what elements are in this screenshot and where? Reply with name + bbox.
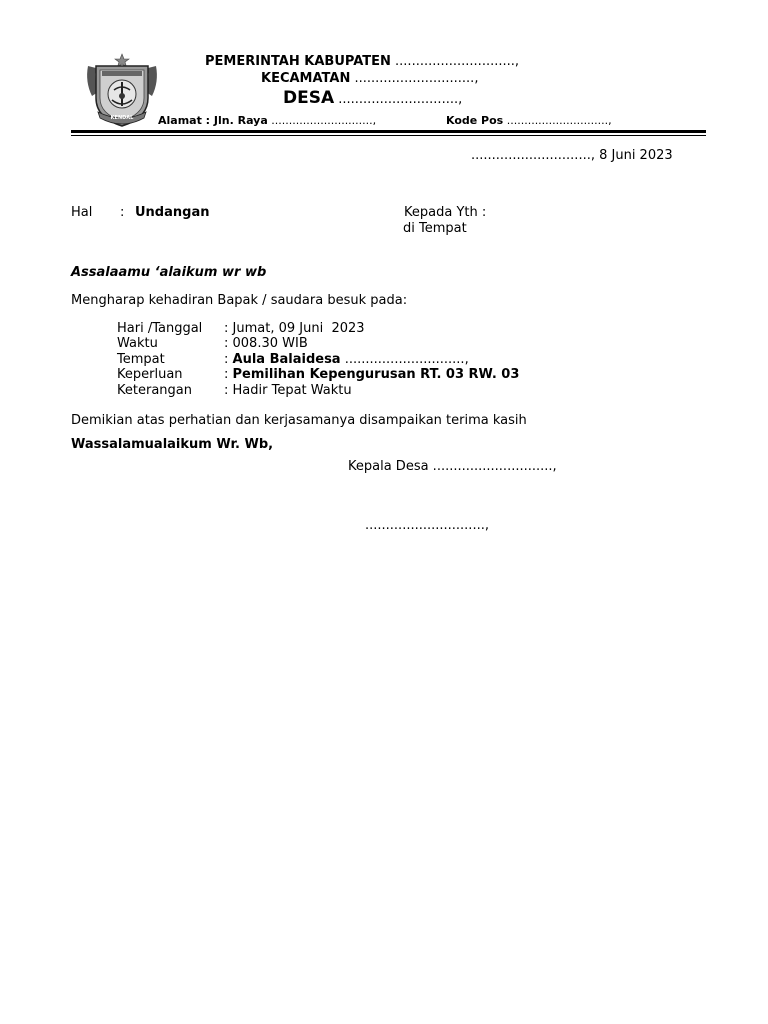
postcode-blank: .............................,: [503, 114, 612, 127]
regency-emblem-logo: [84, 52, 160, 130]
detail-place-value: Aula Balaidesa: [232, 352, 341, 367]
detail-purpose-value: Pemilihan Kepengurusan RT. 03 RW. 03: [232, 367, 520, 382]
intro-text: Mengharap kehadiran Bapak / saudara besuk pada:: [71, 293, 408, 308]
detail-place-label: Tempat: [117, 352, 165, 367]
closing-text: Demikian atas perhatian dan kerjasamanya disampaikan terima kasih: [71, 413, 527, 428]
detail-time-label: Waktu: [117, 336, 158, 351]
postcode-label: Kode Pos: [446, 114, 504, 127]
subject-value: Undangan: [135, 205, 210, 220]
header-village-line: [283, 88, 462, 108]
detail-place-colon: :: [224, 352, 233, 367]
detail-day-label: Hari /Tanggal: [117, 321, 203, 336]
recipient-line-2: di Tempat: [403, 221, 467, 236]
header-divider-thick: [71, 130, 706, 133]
detail-purpose-row: [224, 367, 519, 382]
detail-place-row: [224, 352, 469, 367]
detail-purpose-label: Keperluan: [117, 367, 183, 382]
header-district-line: [261, 71, 478, 86]
detail-place-blank: .............................,: [340, 352, 469, 367]
header-address-line: [158, 114, 376, 127]
greeting: Assalaamu ‘alaikum wr wb: [71, 265, 267, 280]
header-regency-line: [205, 54, 519, 69]
header-divider-thin: [71, 135, 706, 136]
header-postcode-line: [446, 114, 612, 127]
detail-time-value: : 008.30 WIB: [224, 336, 308, 351]
address-blank: .............................,: [267, 114, 377, 127]
subject-colon: :: [120, 205, 125, 220]
district-blank: .............................,: [350, 71, 479, 86]
subject-label: Hal: [71, 205, 93, 220]
farewell-text: Wassalamualaikum Wr. Wb,: [71, 437, 274, 452]
detail-note-label: Keterangan: [117, 383, 192, 398]
logo-ribbon-text: KENDAL: [110, 115, 134, 121]
district-label: KECAMATAN: [261, 71, 351, 86]
signature-name: .............................,: [365, 518, 489, 533]
regency-label: PEMERINTAH KABUPATEN: [205, 54, 391, 69]
village-blank: .............................,: [334, 92, 463, 107]
village-label: DESA: [283, 88, 335, 108]
letter-date: ............................., 8 Juni 2023: [471, 148, 673, 163]
detail-day-value: : Jumat, 09 Juni 2023: [224, 321, 365, 336]
regency-blank: .............................,: [390, 54, 520, 69]
recipient-line-1: Kepada Yth :: [404, 205, 487, 220]
address-label: Alamat : Jln. Raya: [158, 114, 268, 127]
detail-purpose-colon: :: [224, 367, 233, 382]
detail-note-value: : Hadir Tepat Waktu: [224, 383, 352, 398]
signature-title: Kepala Desa .............................,: [348, 459, 557, 474]
